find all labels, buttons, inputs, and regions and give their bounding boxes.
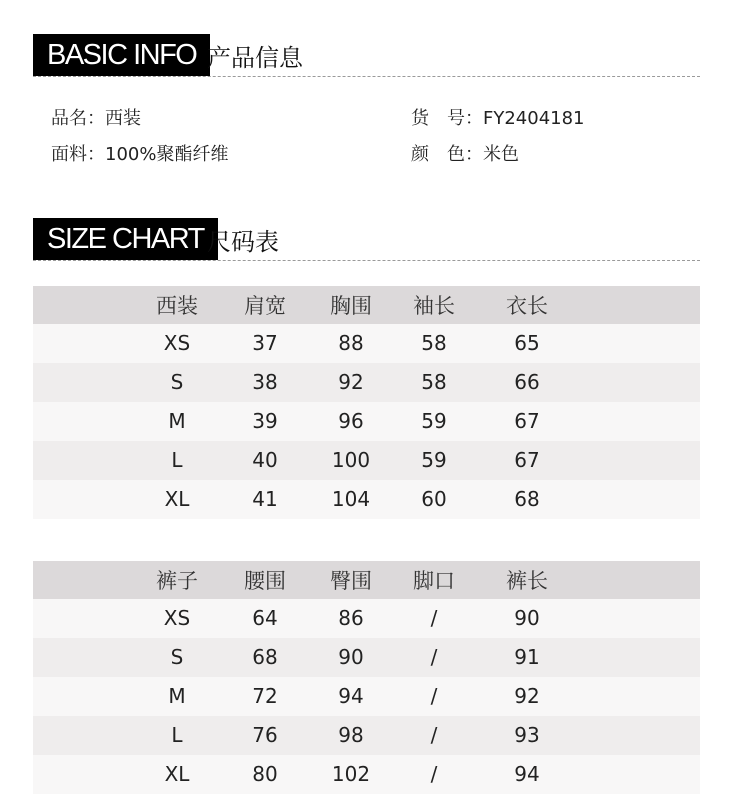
table-cell-col-5: 67 bbox=[514, 409, 540, 433]
column-header: 裤子 bbox=[156, 569, 198, 593]
product-name bbox=[51, 104, 141, 130]
table-cell-size: S bbox=[170, 645, 184, 669]
product-sku-label: 货 号： bbox=[411, 108, 483, 129]
table-cell-col-2: 76 bbox=[252, 723, 278, 747]
table-row bbox=[33, 324, 700, 363]
pants-size-table bbox=[33, 561, 700, 794]
column-header: 裤长 bbox=[506, 569, 548, 593]
column-header: 西装 bbox=[156, 294, 198, 318]
table-cell-size: L bbox=[171, 723, 183, 747]
table-cell-col-2: 38 bbox=[252, 370, 278, 394]
product-color bbox=[411, 140, 519, 166]
table-cell-size: M bbox=[168, 684, 186, 708]
product-sku-value: FY2404181 bbox=[483, 108, 585, 129]
table-cell-col-2: 39 bbox=[252, 409, 278, 433]
table-header-row bbox=[33, 286, 700, 324]
table-cell-size: L bbox=[171, 448, 183, 472]
table-cell-col-2: 40 bbox=[252, 448, 278, 472]
product-name-label: 品名： bbox=[51, 108, 105, 129]
table-cell-col-3: 104 bbox=[331, 487, 371, 511]
table-cell-col-3: 90 bbox=[338, 645, 364, 669]
table-cell-col-2: 64 bbox=[252, 606, 278, 630]
table-cell-col-3: 88 bbox=[338, 331, 364, 355]
size-chart-header bbox=[33, 218, 700, 261]
column-header: 脚口 bbox=[413, 569, 455, 593]
table-cell-col-5: 90 bbox=[514, 606, 540, 630]
size-chart-title: 尺码表 bbox=[207, 228, 279, 256]
suit-size-table bbox=[33, 286, 700, 519]
table-cell-col-3: 94 bbox=[338, 684, 364, 708]
table-cell-col-3: 98 bbox=[338, 723, 364, 747]
column-header: 衣长 bbox=[506, 294, 548, 318]
product-sku bbox=[411, 104, 585, 130]
product-fabric-label: 面料： bbox=[51, 144, 105, 165]
column-header: 胸围 bbox=[330, 294, 372, 318]
size-chart-tag: SIZE CHART bbox=[33, 218, 218, 260]
basic-info-tag: BASIC INFO bbox=[33, 34, 210, 76]
product-name-value: 西装 bbox=[105, 108, 141, 129]
table-cell-col-4: 60 bbox=[421, 487, 447, 511]
basic-info-header bbox=[33, 34, 700, 77]
product-color-value: 米色 bbox=[483, 144, 519, 165]
column-header: 臀围 bbox=[330, 569, 372, 593]
table-cell-col-2: 37 bbox=[252, 331, 278, 355]
table-cell-size: M bbox=[168, 409, 186, 433]
table-row bbox=[33, 480, 700, 519]
basic-info-title: 产品信息 bbox=[207, 44, 303, 72]
product-fabric bbox=[51, 140, 228, 166]
table-cell-col-5: 67 bbox=[514, 448, 540, 472]
table-cell-col-5: 68 bbox=[514, 487, 540, 511]
table-cell-size: XS bbox=[163, 331, 191, 355]
table-cell-col-2: 68 bbox=[252, 645, 278, 669]
table-cell-col-4: / bbox=[430, 645, 438, 669]
table-cell-col-2: 41 bbox=[252, 487, 278, 511]
table-cell-col-4: / bbox=[430, 762, 438, 786]
table-cell-size: S bbox=[170, 370, 184, 394]
table-cell-col-4: / bbox=[430, 684, 438, 708]
table-row bbox=[33, 638, 700, 677]
table-cell-col-4: 58 bbox=[421, 331, 447, 355]
product-color-label: 颜 色： bbox=[411, 144, 483, 165]
table-cell-col-5: 92 bbox=[514, 684, 540, 708]
table-cell-col-3: 102 bbox=[331, 762, 371, 786]
table-cell-size: XS bbox=[163, 606, 191, 630]
table-cell-col-5: 94 bbox=[514, 762, 540, 786]
table-cell-col-2: 80 bbox=[252, 762, 278, 786]
table-cell-col-4: / bbox=[430, 606, 438, 630]
product-fabric-value: 100%聚酯纤维 bbox=[105, 144, 229, 165]
table-cell-col-4: 59 bbox=[421, 409, 447, 433]
table-row bbox=[33, 363, 700, 402]
table-cell-col-5: 65 bbox=[514, 331, 540, 355]
table-cell-size: XL bbox=[164, 762, 190, 786]
table-cell-col-3: 96 bbox=[338, 409, 364, 433]
column-header: 腰围 bbox=[244, 569, 286, 593]
table-cell-size: XL bbox=[164, 487, 190, 511]
table-row bbox=[33, 716, 700, 755]
table-cell-col-3: 86 bbox=[338, 606, 364, 630]
table-cell-col-3: 92 bbox=[338, 370, 364, 394]
table-cell-col-4: / bbox=[430, 723, 438, 747]
table-header-row bbox=[33, 561, 700, 599]
column-header: 袖长 bbox=[413, 294, 455, 318]
column-header: 肩宽 bbox=[244, 294, 286, 318]
table-cell-col-4: 58 bbox=[421, 370, 447, 394]
table-cell-col-5: 66 bbox=[514, 370, 540, 394]
table-row bbox=[33, 677, 700, 716]
table-cell-col-2: 72 bbox=[252, 684, 278, 708]
table-row bbox=[33, 599, 700, 638]
table-cell-col-3: 100 bbox=[331, 448, 371, 472]
table-row bbox=[33, 402, 700, 441]
table-row bbox=[33, 441, 700, 480]
table-cell-col-5: 93 bbox=[514, 723, 540, 747]
table-cell-col-4: 59 bbox=[421, 448, 447, 472]
table-cell-col-5: 91 bbox=[514, 645, 540, 669]
table-row bbox=[33, 755, 700, 794]
